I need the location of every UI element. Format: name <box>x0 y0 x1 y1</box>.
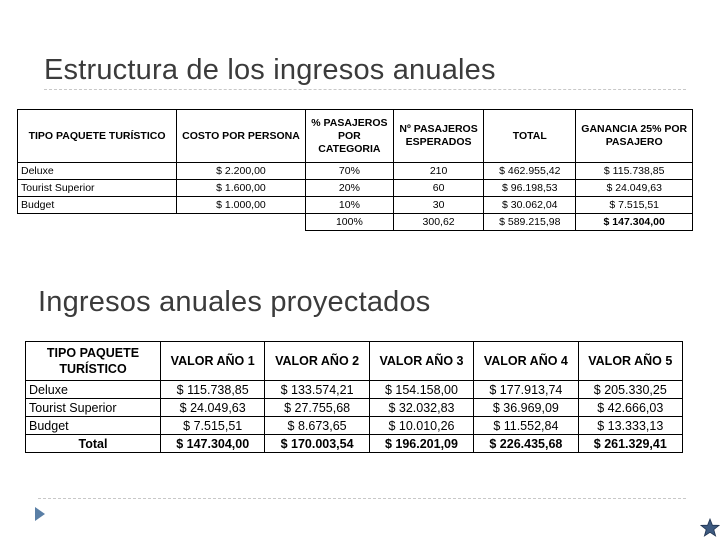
col-header-package-type: TIPO PAQUETE TURÍSTICO <box>18 110 177 163</box>
cell-percent: 70% <box>305 163 393 180</box>
title-divider <box>44 89 686 90</box>
cell-cost: $ 1.000,00 <box>177 197 306 214</box>
cell-profit: $ 7.515,51 <box>576 197 693 214</box>
col-header-expected-passengers: Nº PASAJEROS ESPERADOS <box>393 110 483 163</box>
col-header-cost-per-person: COSTO POR PERSONA <box>177 110 306 163</box>
package-name: Deluxe <box>18 163 177 180</box>
table-row <box>18 197 693 214</box>
col-header-year-2: VALOR AÑO 2 <box>265 342 369 381</box>
cell-year-3: $ 154.158,00 <box>369 381 473 399</box>
slide-title: Estructura de los ingresos anuales <box>44 54 496 86</box>
cell-passengers: 60 <box>393 180 483 197</box>
package-name: Budget <box>18 197 177 214</box>
cell-profit: $ 115.738,85 <box>576 163 693 180</box>
total-row <box>26 435 683 453</box>
cell-year-4: $ 177.913,74 <box>474 381 578 399</box>
cell-year-1: $ 24.049,63 <box>161 399 265 417</box>
cell-year-2: $ 133.574,21 <box>265 381 369 399</box>
total-year-4: $ 226.435,68 <box>474 435 578 453</box>
triangle-bullet-icon <box>35 507 45 521</box>
cell-year-5: $ 42.666,03 <box>578 399 682 417</box>
total-passengers: 300,62 <box>393 214 483 231</box>
cell-total: $ 96.198,53 <box>484 180 576 197</box>
table-row <box>26 381 683 399</box>
table-header-row <box>18 110 693 163</box>
cell-total: $ 30.062,04 <box>484 197 576 214</box>
cell-percent: 20% <box>305 180 393 197</box>
total-label: Total <box>26 435 161 453</box>
package-name: Tourist Superior <box>26 399 161 417</box>
table-row <box>18 180 693 197</box>
package-name: Tourist Superior <box>18 180 177 197</box>
col-header-year-3: VALOR AÑO 3 <box>369 342 473 381</box>
col-header-passenger-percent: % PASAJEROS POR CATEGORIA <box>305 110 393 163</box>
table-row <box>26 417 683 435</box>
col-header-year-4: VALOR AÑO 4 <box>474 342 578 381</box>
cell-profit: $ 24.049,63 <box>576 180 693 197</box>
total-year-1: $ 147.304,00 <box>161 435 265 453</box>
cell-passengers: 30 <box>393 197 483 214</box>
totals-row <box>18 214 693 231</box>
cell-year-2: $ 27.755,68 <box>265 399 369 417</box>
col-header-year-1: VALOR AÑO 1 <box>161 342 265 381</box>
empty-cell <box>18 214 177 231</box>
cell-passengers: 210 <box>393 163 483 180</box>
cell-year-1: $ 7.515,51 <box>161 417 265 435</box>
table-row <box>18 163 693 180</box>
cell-year-4: $ 36.969,09 <box>474 399 578 417</box>
projected-income-table <box>25 341 683 453</box>
footer-divider <box>38 498 686 499</box>
total-percent: 100% <box>305 214 393 231</box>
cell-year-4: $ 11.552,84 <box>474 417 578 435</box>
cell-year-3: $ 32.032,83 <box>369 399 473 417</box>
cell-year-3: $ 10.010,26 <box>369 417 473 435</box>
cell-percent: 10% <box>305 197 393 214</box>
grand-total: $ 589.215,98 <box>484 214 576 231</box>
cell-cost: $ 2.200,00 <box>177 163 306 180</box>
cell-cost: $ 1.600,00 <box>177 180 306 197</box>
empty-cell <box>177 214 306 231</box>
cell-year-1: $ 115.738,85 <box>161 381 265 399</box>
total-year-5: $ 261.329,41 <box>578 435 682 453</box>
cell-year-2: $ 8.673,65 <box>265 417 369 435</box>
col-header-total: TOTAL <box>484 110 576 163</box>
package-name: Budget <box>26 417 161 435</box>
star-icon <box>700 518 720 538</box>
package-name: Deluxe <box>26 381 161 399</box>
table-header-row <box>26 342 683 381</box>
total-profit: $ 147.304,00 <box>576 214 693 231</box>
total-year-2: $ 170.003,54 <box>265 435 369 453</box>
cell-year-5: $ 13.333,13 <box>578 417 682 435</box>
cell-total: $ 462.955,42 <box>484 163 576 180</box>
income-structure-table <box>17 109 693 231</box>
col-header-profit: GANANCIA 25% POR PASAJERO <box>576 110 693 163</box>
col-header-year-5: VALOR AÑO 5 <box>578 342 682 381</box>
table-row <box>26 399 683 417</box>
total-year-3: $ 196.201,09 <box>369 435 473 453</box>
col-header-package-type: TIPO PAQUETE TURÍSTICO <box>26 342 161 381</box>
section-title: Ingresos anuales proyectados <box>38 286 431 318</box>
cell-year-5: $ 205.330,25 <box>578 381 682 399</box>
